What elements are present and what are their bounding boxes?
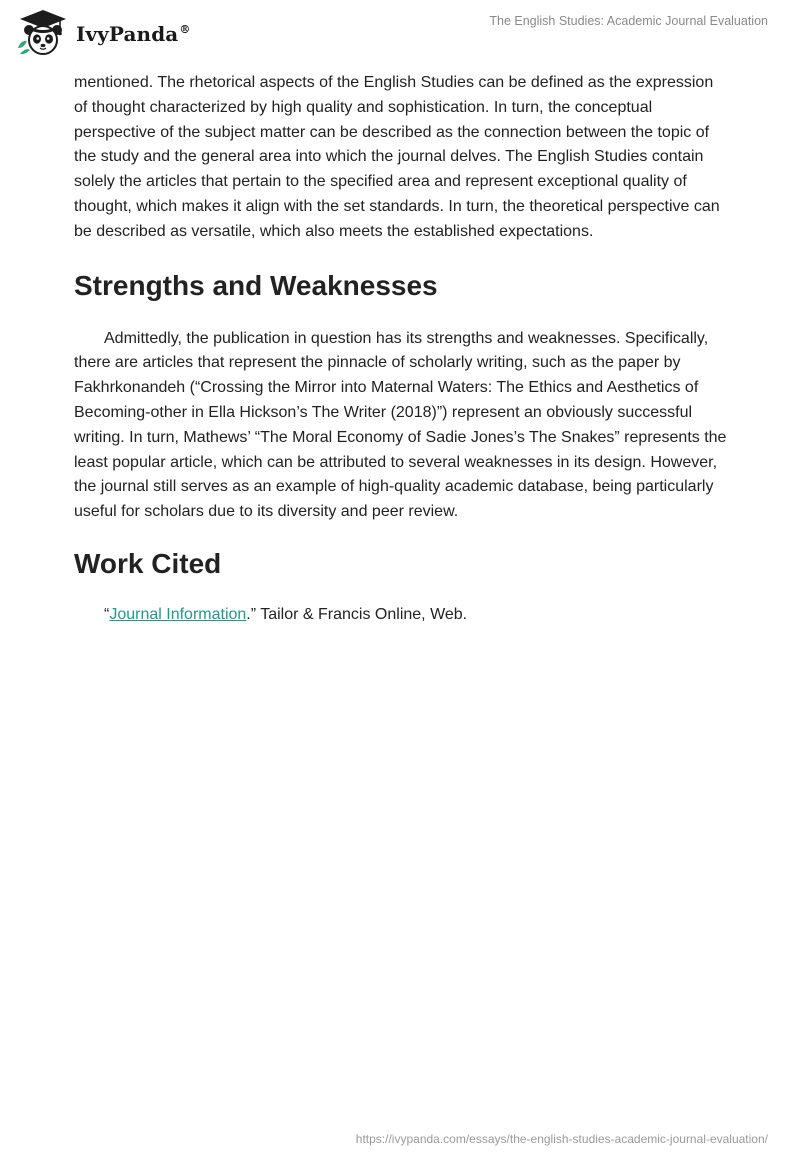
page-header: [0, 0, 800, 62]
brand-name: IvyPanda®: [76, 22, 191, 46]
citation-open-quote: “: [104, 605, 110, 623]
document-title: The English Studies: Academic Journal Evaluation: [489, 14, 768, 28]
registered-mark: ®: [179, 23, 191, 37]
brand-logo[interactable]: [14, 8, 190, 58]
strengths-weaknesses-heading: Strengths and Weaknesses: [74, 269, 438, 301]
panda-graduate-icon: [14, 8, 72, 58]
work-cited-heading: Work Cited: [74, 547, 222, 579]
intro-paragraph: mentioned. The rhetorical aspects of the English Studies can be defined as the expression of thought characterized by high quality and sophistication. In turn, the conceptual perspective of the subject matter can be described as the connection between the topic of the study and the general area into which the journal delves. The English Studies contain solely the articles that pertain to the specified area and represent exceptional quality of thought, which makes it align with the set standards. In turn, the theoretical perspective can be described as versatile, which also meets the established expectations.: [74, 74, 720, 240]
essay-body: [74, 71, 730, 628]
citation-source: .” Tailor & Francis Online, Web.: [246, 605, 468, 623]
footer-url[interactable]: https://ivypanda.com/essays/the-english-studies-academic-journal-evaluation/: [355, 1132, 768, 1146]
strengths-paragraph: Admittedly, the publication in question has its strengths and weaknesses. Specifically, there are articles that represent the pinnacle of scholarly writing, such as the paper by Fakhrkonandeh (“Crossing the Mirror into Maternal Waters: The Ethics and Aesthetics of Becoming-other in Ella Hickson’s The Writer (2018)”) represent an obviously successful writing. In turn, Mathews’ “The Moral Economy of Sadie Jones’s The Snakes” represents the least popular article, which can be attributed to several weaknesses in its design. However, the journal still serves as an example of high-quality academic database, being particularly useful for scholars due to its diversity and peer review.: [74, 329, 727, 521]
citation-entry: [74, 603, 730, 628]
journal-information-link[interactable]: Journal Information: [109, 605, 247, 623]
